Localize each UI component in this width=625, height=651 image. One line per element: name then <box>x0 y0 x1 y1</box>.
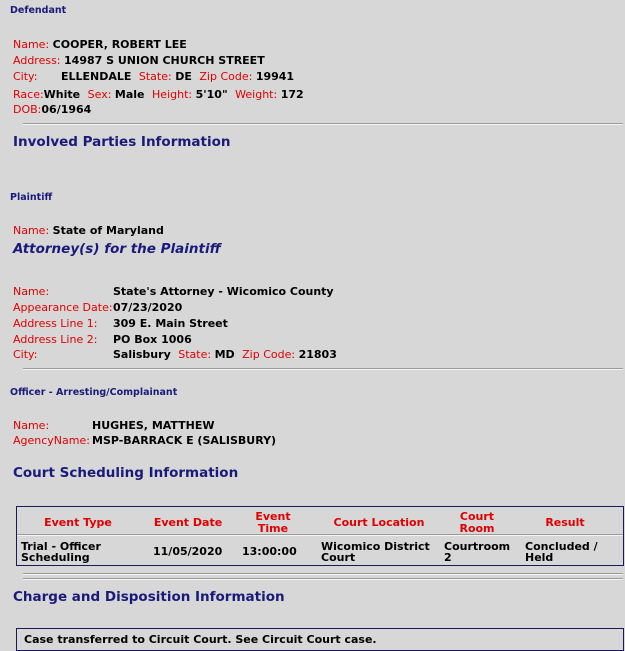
plaintiff-name-row <box>13 224 164 237</box>
defendant-dob: 06/1964 <box>41 103 92 116</box>
col-header: Event Type <box>44 516 112 529</box>
address-line1-label: Address Line 1: <box>13 317 98 330</box>
charge-note-box <box>16 628 624 651</box>
appearance-date-label: Appearance Date: <box>13 301 113 314</box>
header-divider <box>17 534 623 536</box>
defendant-heading: Defendant <box>10 5 67 16</box>
height-label: Height: <box>152 88 193 101</box>
name-label: Name: <box>13 38 50 51</box>
address-label: Address: <box>13 54 61 67</box>
defendant-dob-row <box>13 103 91 116</box>
attorney-state: MD <box>214 348 235 361</box>
dob-label: DOB: <box>13 103 42 116</box>
defendant-weight: 172 <box>280 88 304 101</box>
attorney-zip: 21803 <box>298 348 337 361</box>
attorney-name: State's Attorney - Wicomico County <box>113 285 334 298</box>
address-line2-label: Address Line 2: <box>13 333 98 346</box>
defendant-city-row <box>13 70 294 83</box>
attorney-city-label: City: <box>13 348 38 361</box>
col-header: Event Time <box>255 510 291 535</box>
attorney-name-label: Name: <box>13 285 50 298</box>
weight-label: Weight: <box>235 88 278 101</box>
col-header: Court Room <box>459 510 495 535</box>
plaintiff-name: State of Maryland <box>52 224 164 237</box>
attorney-city-row <box>113 348 337 361</box>
defendant-address-row <box>13 54 265 67</box>
officer-name-label: Name: <box>13 419 50 432</box>
defendant-physical-row <box>13 88 304 101</box>
result-cell: Concluded / Held <box>525 540 598 564</box>
defendant-city: ELLENDALE <box>60 70 132 83</box>
court-scheduling-heading: Court Scheduling Information <box>13 465 239 481</box>
charge-note: Case transferred to Circuit Court. See Circuit Court case. <box>24 633 377 646</box>
sex-label: Sex: <box>87 88 112 101</box>
event-date-cell: 11/05/2020 <box>153 545 223 558</box>
race-label: Race: <box>13 88 44 101</box>
defendant-sex: Male <box>114 88 145 101</box>
attorney-zip-label: Zip Code: <box>242 348 296 361</box>
divider <box>23 573 623 575</box>
divider <box>23 123 623 125</box>
officer-name: HUGHES, MATTHEW <box>92 419 215 432</box>
event-time-cell: 13:00:00 <box>242 545 297 558</box>
zip-label: Zip Code: <box>199 70 253 83</box>
attorney-heading: Attorney(s) for the Plaintiff <box>13 241 221 257</box>
event-type-cell: Trial - Officer Scheduling <box>21 540 101 564</box>
address-line1: 309 E. Main Street <box>113 317 228 330</box>
defendant-zip: 19941 <box>255 70 295 83</box>
defendant-name: COOPER, ROBERT LEE <box>52 38 187 51</box>
state-label: State: <box>138 70 172 83</box>
defendant-height: 5'10" <box>195 88 228 101</box>
defendant-state: DE <box>175 70 192 83</box>
agency-name: MSP-BARRACK E (SALISBURY) <box>92 434 277 447</box>
defendant-race: White <box>43 88 81 101</box>
court-room-cell: Courtroom 2 <box>444 540 511 564</box>
officer-heading: Officer - Arresting/Complainant <box>10 387 178 398</box>
appearance-date: 07/23/2020 <box>113 301 183 314</box>
divider <box>23 368 623 370</box>
court-schedule-table <box>16 506 624 566</box>
defendant-name-row <box>13 38 187 51</box>
agency-name-label: AgencyName: <box>13 434 90 447</box>
col-header: Event Date <box>153 516 223 529</box>
involved-parties-heading: Involved Parties Information <box>13 134 231 150</box>
address-line2: PO Box 1006 <box>113 333 192 346</box>
attorney-city: Salisbury <box>113 348 171 361</box>
court-location-cell: Wicomico District Court <box>321 540 430 564</box>
col-header: Court Location <box>333 516 425 529</box>
charge-disposition-heading: Charge and Disposition Information <box>13 589 285 605</box>
defendant-address: 14987 S UNION CHURCH STREET <box>64 54 265 67</box>
name-label: Name: <box>13 224 50 237</box>
col-header: Result <box>545 516 585 529</box>
divider <box>23 578 623 580</box>
attorney-state-label: State: <box>178 348 212 361</box>
city-label: City: <box>13 70 38 83</box>
plaintiff-heading: Plaintiff <box>10 192 53 203</box>
